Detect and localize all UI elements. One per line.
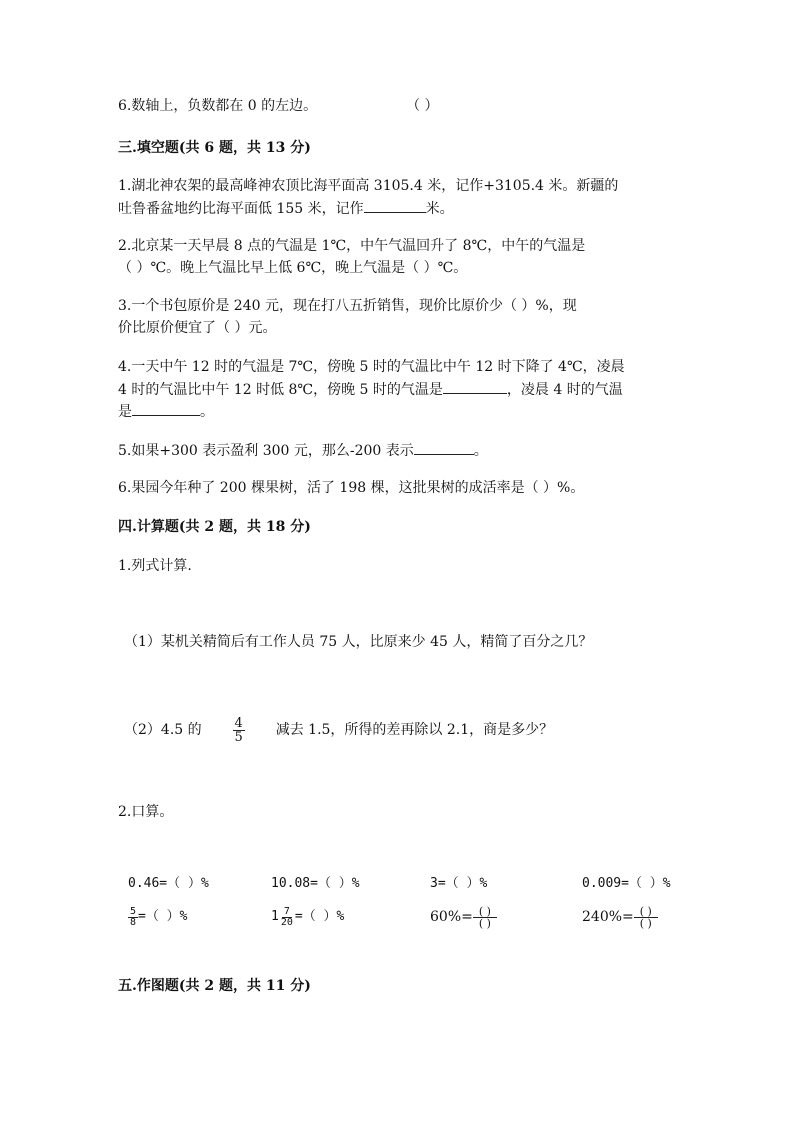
oral-calc-7 bbox=[430, 902, 497, 932]
fill-question-4-line-1: 4.一天中午 12 时的气温是 7℃，傍晚 5 时的气温比中午 12 时下降了 4℃，凌晨 bbox=[118, 359, 625, 375]
fill-question-1-line-2 bbox=[118, 198, 454, 219]
judge-question-6 bbox=[118, 96, 439, 116]
section-4-title: 四.计算题(共 2 题，共 18 分) bbox=[118, 519, 311, 535]
fill-question-4-text-d: 。 bbox=[200, 404, 214, 420]
fill-question-4-text-b: ，凌晨 4 时的气温 bbox=[506, 382, 623, 398]
fill-question-1-text-a: 吐鲁番盆地约比海平面低 155 米，记作 bbox=[118, 201, 364, 217]
answer-denominator-blank: ( ) bbox=[478, 916, 491, 930]
answer-fraction-blank[interactable] bbox=[634, 906, 658, 929]
fill-question-3-line-2: 价比原价便宜了（ ）元。 bbox=[118, 320, 277, 336]
answer-denominator-blank: ( ) bbox=[639, 916, 652, 930]
fill-question-2-line-2: （ ）℃。晚上气温比早上低 6℃，晚上气温是（ ）℃。 bbox=[118, 260, 468, 276]
calc-question-1-sub-1: （1）某机关精简后有工作人员 75 人，比原来少 45 人，精简了百分之几？ bbox=[124, 634, 593, 650]
fill-question-1-line-1: 1.湖北神农架的最高峰神农顶比海平面高 3105.4 米，记作+3105.4 米。新疆的 bbox=[118, 178, 619, 194]
fraction-denominator: 20 bbox=[280, 916, 293, 928]
fraction-numerator: 5 bbox=[130, 905, 137, 917]
answer-paren: （ ） bbox=[406, 98, 439, 114]
oral-calc-6 bbox=[271, 902, 344, 932]
calc-question-1-sub-2-text-a: （2）4.5 的 bbox=[124, 722, 202, 738]
fraction-numerator: 7 bbox=[283, 905, 290, 917]
oral-calc-1: 0.46=（ ）% bbox=[128, 876, 209, 891]
fraction-numerator: 4 bbox=[234, 715, 243, 731]
fill-question-5 bbox=[118, 440, 488, 461]
oral-calc-6-tail: =（ ）% bbox=[294, 909, 345, 924]
fill-question-5-text-b: 。 bbox=[473, 443, 488, 459]
answer-fraction-blank[interactable] bbox=[473, 906, 497, 929]
judge-question-6-text: 6.数轴上，负数都在 0 的左边。 bbox=[118, 98, 318, 114]
oral-calc-4: 0.009=（ ）% bbox=[582, 876, 671, 891]
fraction-denominator: 8 bbox=[130, 916, 137, 928]
oral-calc-3: 3=（ ）% bbox=[430, 876, 488, 891]
fill-question-4-text-a: 4 时的气温比中午 12 时低 8℃，傍晚 5 时的气温是 bbox=[118, 382, 443, 398]
fill-question-2-line-1: 2.北京某一天早晨 8 点的气温是 1℃，中午气温回升了 8℃，中午的气温是 bbox=[118, 238, 586, 254]
answer-blank[interactable] bbox=[414, 440, 474, 455]
answer-numerator-blank: ( ) bbox=[473, 906, 497, 918]
oral-calc-5 bbox=[128, 902, 188, 932]
oral-calc-8-head: 240%= bbox=[582, 909, 634, 925]
oral-calc-8 bbox=[582, 902, 658, 932]
section-3-title: 三.填空题(共 6 题，共 13 分) bbox=[118, 140, 311, 156]
fill-question-1-text-b: 米。 bbox=[425, 201, 454, 217]
fill-question-6: 6.果园今年种了 200 棵果树，活了 198 棵，这批果树的成活率是（ ）%。 bbox=[118, 480, 585, 496]
calc-question-2-title: 2.口算。 bbox=[118, 804, 174, 820]
oral-calc-5-tail: =（ ）% bbox=[138, 909, 188, 924]
section-5-title: 五.作图题(共 2 题，共 11 分) bbox=[118, 978, 311, 994]
oral-calc-7-head: 60%= bbox=[430, 909, 473, 925]
fill-question-4-line-3 bbox=[118, 401, 214, 422]
fraction-denominator: 5 bbox=[234, 729, 243, 745]
answer-blank[interactable] bbox=[364, 198, 426, 213]
calc-question-1-sub-2-text-b: 减去 1.5，所得的差再除以 2.1，商是多少？ bbox=[275, 722, 554, 738]
mixed-number-whole: 1 bbox=[271, 909, 279, 924]
answer-blank[interactable] bbox=[132, 401, 200, 416]
calc-question-1-title: 1.列式计算. bbox=[118, 558, 192, 574]
fill-question-3-line-1: 3.一个书包原价是 240 元，现在打八五折销售，现价比原价少（ ）%，现 bbox=[118, 298, 577, 314]
oral-calc-2: 10.08=（ ）% bbox=[271, 876, 360, 891]
fill-question-4-line-2 bbox=[118, 379, 623, 400]
fraction-four-fifths bbox=[233, 717, 245, 744]
fill-question-4-text-c: 是 bbox=[118, 404, 132, 420]
answer-numerator-blank: ( ) bbox=[634, 906, 658, 918]
fraction-five-eighths bbox=[128, 907, 138, 928]
answer-blank[interactable] bbox=[443, 379, 507, 394]
fraction-seven-twentieths bbox=[279, 907, 295, 928]
calc-question-1-sub-2 bbox=[124, 710, 553, 750]
fill-question-5-text-a: 5.如果+300 表示盈利 300 元，那么-200 表示 bbox=[118, 443, 414, 459]
